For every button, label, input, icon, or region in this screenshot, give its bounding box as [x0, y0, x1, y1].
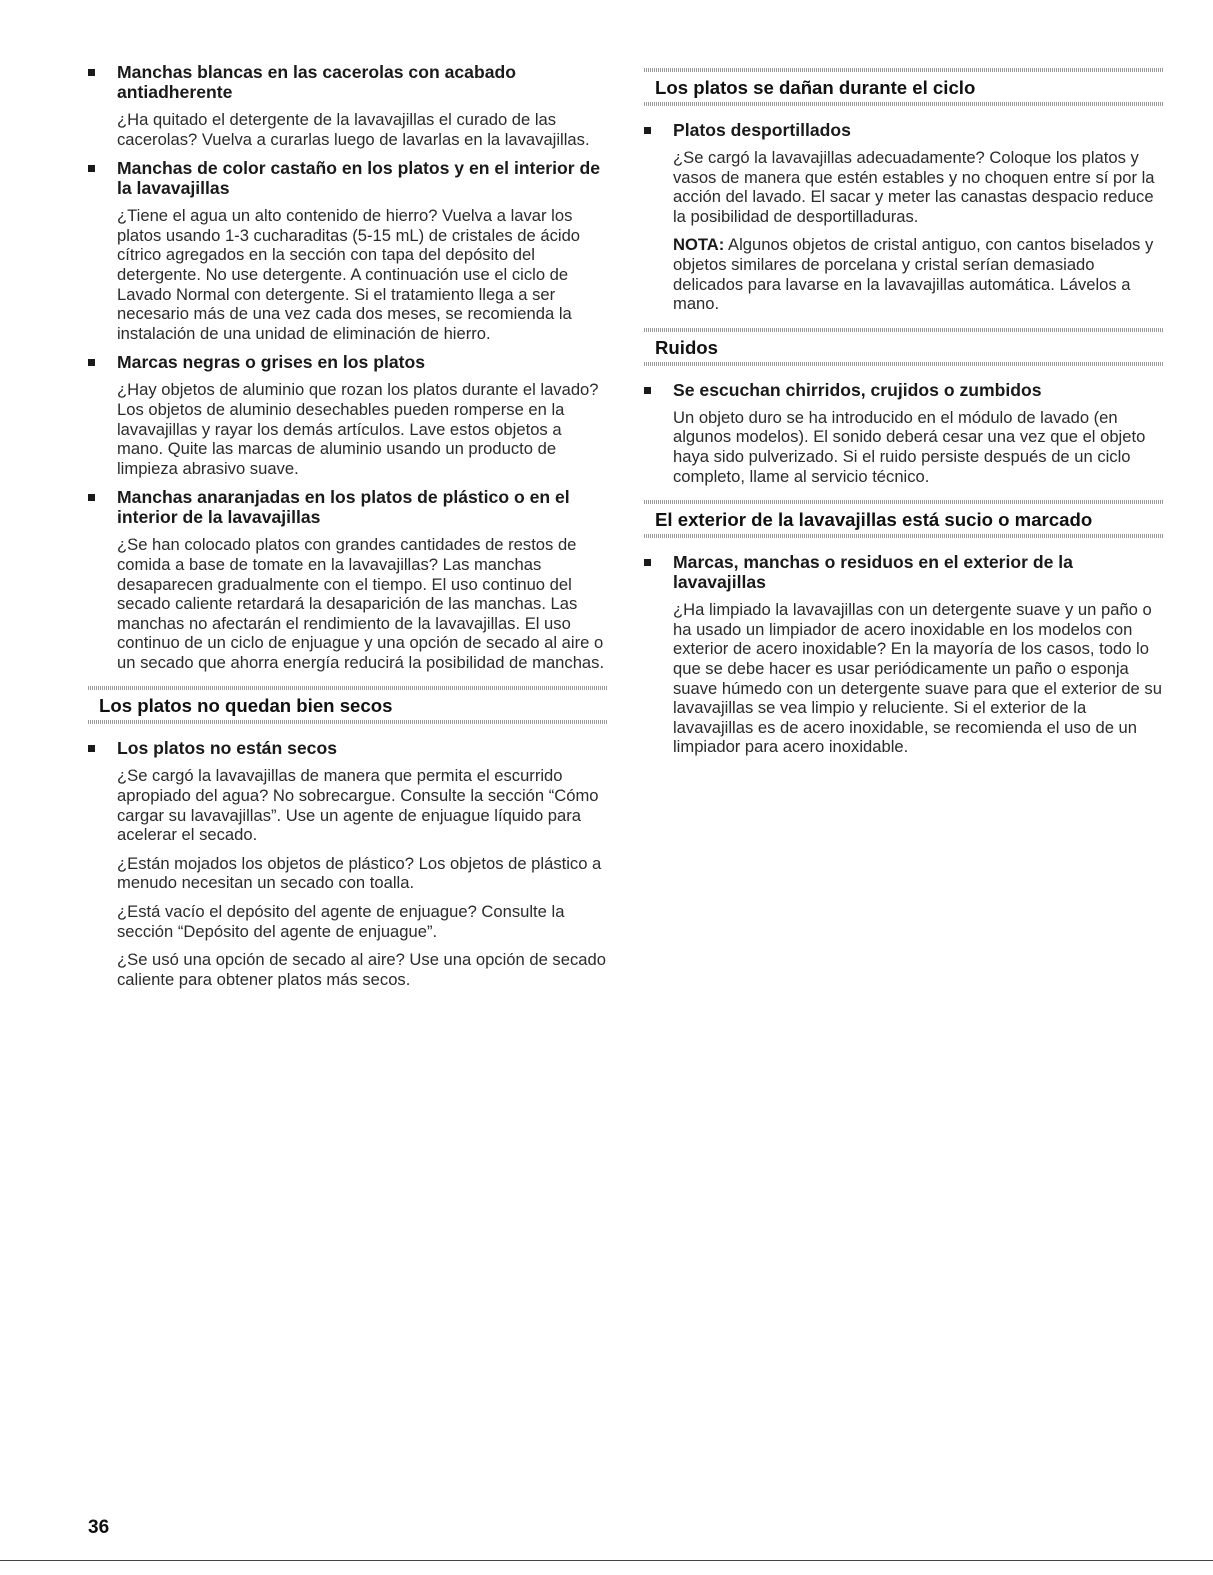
section-header: [644, 500, 1164, 538]
item-title: Marcas negras o grises en los platos: [117, 352, 426, 373]
troubleshoot-item: [88, 62, 608, 149]
bullet-icon: [644, 559, 651, 566]
section-rule-bottom: [88, 720, 608, 724]
bullet-icon: [644, 387, 651, 394]
troubleshoot-item: [88, 158, 608, 343]
section-header: [644, 328, 1164, 366]
item-title: Manchas blancas en las cacerolas con acabado antiadherente: [117, 62, 516, 102]
section-title: El exterior de la lavavajillas está sucio o marcado: [655, 509, 1093, 531]
bullet-icon: [88, 165, 95, 172]
item-title: Los platos no están secos: [117, 738, 337, 759]
bullet-icon: [88, 359, 95, 366]
item-title: Manchas anaranjadas en los platos de plástico o en el interior de la lavavajillas: [117, 487, 570, 528]
section-dry: [88, 686, 608, 989]
item-title: Manchas de color castaño en los platos y en el interior de la lavavajillas: [117, 158, 600, 199]
item-paragraph: ¿Se cargó la lavavajillas de manera que permita el escurrido apropiado del agua? No sobrecargue. Consulte la sección “Cómo cargar su lavavajillas”. Use un agente de enjuague líquido para acelerar el secado.: [117, 766, 599, 845]
bullet-icon: [88, 69, 95, 76]
section-rule-bottom: [644, 534, 1164, 538]
bullet-icon: [644, 127, 651, 134]
note-paragraph: [673, 235, 1164, 313]
troubleshoot-item: [644, 120, 1164, 314]
troubleshoot-item: [88, 738, 608, 989]
section-title: Los platos se dañan durante el ciclo: [655, 77, 976, 98]
section-title: Los platos no quedan bien secos: [99, 695, 393, 717]
section-header: [644, 68, 1164, 106]
page-number: 36: [88, 1517, 110, 1538]
right-column: [644, 62, 1164, 767]
item-paragraph: ¿Está vacío el depósito del agente de enjuague? Consulte la sección “Depósito del agente de enjuague”.: [117, 902, 565, 941]
troubleshoot-item: [88, 487, 608, 672]
troubleshoot-item: [88, 352, 608, 478]
item-title: Marcas, manchas o residuos en el exterior de la lavavajillas: [673, 552, 1073, 593]
section-exterior: [644, 500, 1164, 757]
section-noise: [644, 328, 1164, 486]
left-column: [88, 62, 608, 999]
item-paragraph: ¿Se han colocado platos con grandes cantidades de restos de comida a base de tomate en la lavavajillas? Las manchas desaparecen gradualmente con el tiempo. El uso continuo del secado caliente retardará la desaparición de las manchas. Las manchas no afectarán el rendimiento de la lavavajillas. El uso continuo de un ciclo de enjuague y una opción de secado al aire o un secado que ahorra energía reducirá la posibilidad de manchas.: [117, 535, 605, 672]
item-paragraph: Un objeto duro se ha introducido en el módulo de lavado (en algunos modelos). El sonido deberá cesar una vez que el objeto haya sido pulverizado. Si el ruido persiste después de un ciclo completo, llame al servicio técnico.: [673, 407, 1146, 486]
section-title: Ruidos: [655, 336, 719, 358]
troubleshoot-item: [644, 380, 1164, 486]
bottom-rule: [0, 1560, 1213, 1561]
note-text: Algunos objetos de cristal antiguo, con cantos biselados y objetos similares de porcelana y cristal serían demasiado delicados para lavarse en la lavavajillas automática. Lávelos a mano.: [673, 235, 1154, 314]
item-paragraph: ¿Tiene el agua un alto contenido de hierro? Vuelva a lavar los platos usando 1-3 cucharaditas (5-15 mL) de cristales de ácido cítrico agregados en la sección con tapa del depósito del detergente. No use detergente. A continuación use el ciclo de Lavado Normal con detergente. Si el tratamiento llega a ser necesario más de una vez cada dos meses, se recomienda la instalación de una unidad de eliminación de hierro.: [117, 206, 581, 343]
item-paragraph: ¿Se usó una opción de secado al aire? Use una opción de secado caliente para obtener platos más secos.: [117, 950, 606, 989]
item-paragraph: ¿Ha limpiado la lavavajillas con un detergente suave y un paño o ha usado un limpiador de acero inoxidable en los modelos con exterior de acero inoxidable? En la mayoría de los casos, todo lo que se debe hacer es usar periódicamente un paño o esponja suave húmedo con un detergente suave para que el exterior de su lavavajillas se vea limpio y reluciente. Si el exterior de la lavavajillas es de acero inoxidable, se recomienda el uso de un limpiador para acero inoxidable.: [673, 600, 1162, 757]
item-paragraph: ¿Están mojados los objetos de plástico? Los objetos de plástico a menudo necesitan un secado con toalla.: [117, 853, 602, 893]
troubleshoot-item: [644, 552, 1164, 757]
section-rule-bottom: [644, 102, 1164, 106]
item-title: Se escuchan chirridos, crujidos o zumbidos: [673, 379, 1042, 400]
item-title: Platos desportillados: [673, 120, 851, 140]
item-paragraph: ¿Ha quitado el detergente de la lavavajillas el curado de las cacerolas? Vuelva a curarlas luego de lavarlas en la lavavajillas.: [117, 110, 590, 149]
item-paragraph: ¿Se cargó la lavavajillas adecuadamente? Coloque los platos y vasos de manera que estén estables y no choquen entre sí por la acción del lavado. El sacar y meter las canastas despacio reduce la posibilidad de desportilladuras.: [673, 148, 1155, 226]
item-paragraph: ¿Hay objetos de aluminio que rozan los platos durante el lavado? Los objetos de aluminio desechables pueden romperse en la lavavajillas y rayar los demás artículos. Lave estos objetos a mano. Quite las marcas de aluminio usando un producto de limpieza abrasivo suave.: [117, 380, 599, 478]
section-damage: [644, 68, 1164, 314]
section-rule-bottom: [644, 362, 1164, 366]
bullet-icon: [88, 494, 95, 501]
section-header: [88, 686, 608, 724]
note-label: NOTA:: [673, 235, 725, 255]
bullet-icon: [88, 745, 95, 752]
